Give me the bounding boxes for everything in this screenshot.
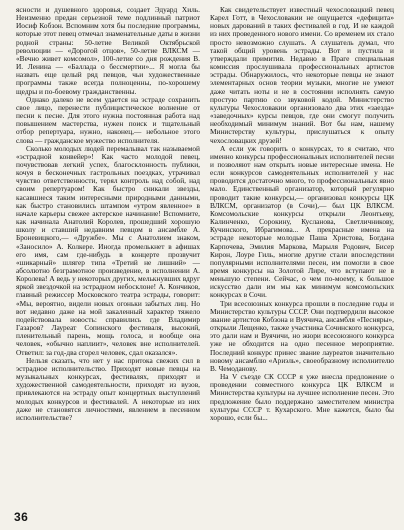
left-column	[16, 6, 200, 510]
paragraph: ясности и душевного здоровья, создает Эдуард Хиль. Неизменно предан серьезной теме подлинный патриот Иосиф Кобзон. Вспомним хотя бы последние программы, которые этот певец отмечал знаменательные даты в жизни родной страны: 50-летие Великой Октябрьской революции — «Дорогой отцов», 50-летие ВЛКСМ — «Вечно живет комсомол», 100-летие со дня рождения В. И. Ленина — «Баллада о бессмертии»... Я могла бы назвать еще целый ряд певцов, чьи художественные программы также всегда полноценны, по-хорошему щедры и по-боевому гражданственны.	[16, 6, 200, 96]
page-number: 36	[14, 510, 29, 524]
paragraph: Нельзя сказать, что нет у нас притока свежих сил в эстрадное исполнительство. Приходят новые певцы на музыкальных конкурсах, фестивалях, приходят и художественной самодеятельности, приходят из вузов, привлекаются на эстраду опыт концертных выступлений молодых конкурсов и фестивалей. А некоторые из них даже не становятся личностями, явлением в песенном исполнительстве?	[16, 355, 200, 422]
paragraph: А если уж говорить о конкурсах, то я считаю, что именно конкурсы профессиональных исполнителей песни и позволяют нам открыть новые интересные имена. Не если конкурсов самодеятельных исполнителей у нас проводится достаточно много, то профессиональных явно мало. Единственный организатор, который регулярно проводит такие конкурсы,— организовал конкурсы ЦК ВЛКСМ, организатор (в Сочи),— был ЦК ВЛКСМ. Комсомольские конкурсы открыли Леонтьеву, Калинченко, Сорокину, Кусланова, Светличникову, Кучинского, Ибрагимова... А прекрасные имена на эстраде некоторые молодые Паша Христова, Богдана Карпочева, Эмилия Маркова, Марыля Родович, Бисер Кирон, Лоуре Гиль, многие другие стали впоследствии популярными исполнителями песен, им помогли в свое время конкурсы на Золотой Лире, что вступают не в меньшую степени. Сейчас, о чем по-моему, к большое искусство дали им мы как минимум комсомольских конкурсах в Сочи.	[210, 143, 394, 300]
paragraph: Три всесоюзных конкурса прошли в последние годы и Министерство культуры СССР. Они подтвердили высокое звание артистов Кобзона и Вуячича, ансамбля «Песняры», открыли Лещенко, также участника Сочинского конкурса, это дали нам и Вуячичи, но жюри всесоюзного конкурса уже не обходится на одно песенное мероприятие. Последний конкурс принес звание лауреатов значительно новому ансамблю «Ариэль», своеобразному исполнителю В. Чемоданову.	[210, 298, 394, 373]
text-columns	[16, 6, 394, 510]
paragraph: Сколько молодых людей перемалывал так называемой «эстрадной конвейер»! Как часто молодой певец, почувствовав легкий успех, благосклонность публики, кочуя в бесконечных гастрольных поездках, утрачивал чувство ответственности, терял контроль над собой, над своим репертуаром! Как быстро сникали звезды, касавшиеся таким интересными природными данными, как быстро становились штампом «утром явленное» в начале карьеры свежее актерское начинание! Вспомните, как начинала Анатолий Королев, прошедший хорошую школу и ставший недавним певцом в ансамбле А. Броневицкого,— «Дружбе». Мы с Анатолием знаком, «Заносило» А. Колкере. Иногда промелькнет в афишах его имя, сам где-нибудь в концерте прозвучит «шикарный» шлягер типа «Третий не лишний» — абсолютно безграмотное произведение, в исполнении А. Королева! А ведь у некоторых других, мелькнувших вдруг яркой звездочкой на эстрадном небосклоне! А. Кончиков, главный режиссер Московского театра эстрады, говорит: «Мы, вероятно, видели новых огоньки забытых лиц. Но вот недавно даже на мой закаленный характер тяжело подействовала новость: справились где Владимир Газаров? Лауреат Сопинского фестиваля, высокий, пленительный парень, мощь голоса, и вообще она человек, «обычно наплиит», человек вне исполнителей. Ответил: за год-два сгорел человек, сдал оказался».	[16, 143, 200, 357]
paragraph: Как свидетельствует известный чехословацкий певец Карел Готт, в Чехословакии не ощущается «дефицита» новых дарований в таких фестивалей в год. И не каждой из них проведенного нового имени. Со временем их стало просто невозможно слушать. А слушатель думал, что такой общий уровень эстрады. Вот и пустила и утверждали примитив. Недавно в Праге специальная комиссия прослушивала профессиональных артистов эстрады. Обнаружилось, что некоторые певцы не знают элементарных основ теории музыки, многие не умеют даже читать ноты и не в состоянии исполнять самую простую партию со звуковой кодой. Министерство культуры Чехословакии организовало два этих «заезда» «заведочных» курсы певцов, где они смогут получить необходимый минимум знаний. Вот бы нам, нашему Министерству культуры, прислушаться к опыту чехословацких друзей!	[210, 6, 394, 145]
paragraph: На V съезде СК СССР я уже внесла предложение о проведении совместного конкурса ЦК ВЛКСМ и Министерства культуры на лучшее исполнение песен. Это предложение было поддержано заместителем министра культуры СССР т. Кухарского. Мне кажется, было бы хорошо, если бы...	[210, 372, 394, 422]
right-column	[210, 6, 394, 510]
paragraph: Однако далеко не всем удается на эстраде сохранить свое лицо, перенести публицистическое волнение от песни к песне. Для этого нужна постоянная работа над повышением мастерства, нужен поиск и тщательный отбор репертуара, нужно, наконец,— небольное этого слова — гражданское мужество исполнителя.	[16, 94, 200, 145]
